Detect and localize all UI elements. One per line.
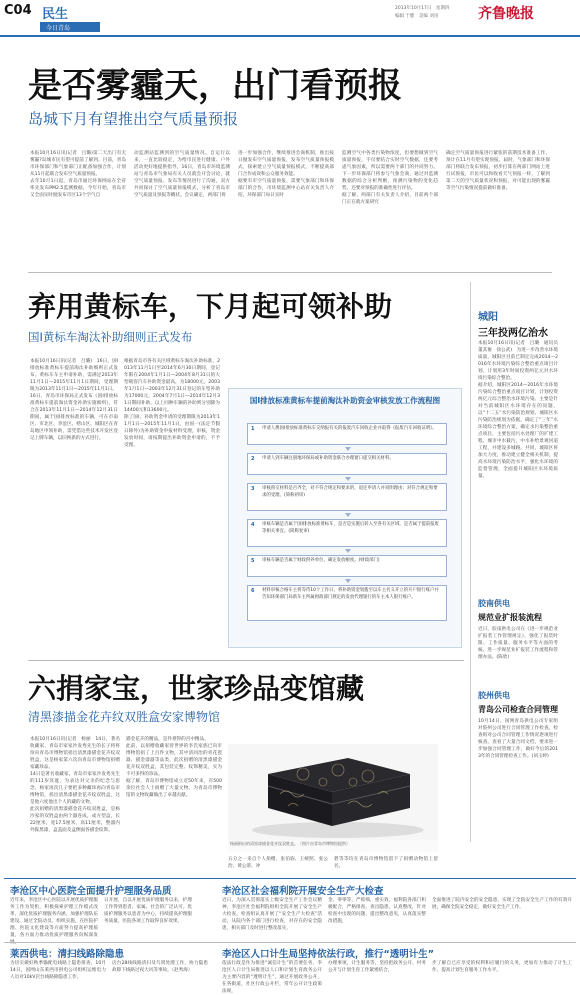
article1-para: 去年10月1日起，青岛市通过环保网站在全省率先发布PM2.5监测数据，今年开始，青岛市又全面实时抛发布市区13个空气自: [30, 179, 126, 198]
brief3-col1: 为切实做好秋季输配电线路上隐患排查，10月14日，国网山东莱西市供电公司组织运维电力人员对10kV店台线路除隐患工作，: [10, 961, 106, 980]
article3-para: 描金花卉的精品，是件难得的宫中精品。: [126, 737, 209, 742]
article1-para: 据要有市空气质量预报，需要气象部门和环保部门的合作，市环境监测中心站有关负责人介绍，环保部门每日实时: [238, 179, 334, 198]
edition-label: 今日青岛: [46, 25, 71, 32]
step-number: 3: [251, 486, 255, 492]
sidebar-para: 本报10月16日讯(记者 吕璐 通讯员 董其俊 徐公武) 为进一步改善水环境质量，城阳区目前已制定完成2014—2016年水环境污染综合整治重点项目计划，计划用3年时间投资两亿元对水环境污染综合整治。: [478, 341, 563, 381]
arrow-down-icon: [345, 477, 351, 481]
article3-para: 此前，以捐赠收藏家曾世界的李氏家族已向市博物馆捐了上百件文物，其中清同治的青花瓷器、描金漆器等品类，此次捐赠的清黑漆描金花卉纹双胜盒，其包装完整、纹饰精美，实为不可多得的珍品。: [126, 744, 222, 777]
article1-col2: 动监测站监测到的空气质量情况。自运行以来，一直比较稳定，为给市民进行健康、户外活动更好地提供指导，16日，青岛市环境监测站与青岛市气象局有关人员就会开会讨论，就空气质量预报、发布等情况进行了沟通，双方共同探讨了空气质量预报模式，分析了青岛市空气质量及预报等概状。会议确定，两部门将: [134, 151, 230, 198]
process-step-4: [247, 519, 447, 547]
article1-para: 进一步加强合作，继续推进会商机制，推出按日抛发布空气质量预报，发布空气质量预报模式，探索建立空气质量预报模式，不断提高部门合作成效和公众服务效能。: [238, 151, 334, 177]
brief3-title: 莱西供电：清扫线路除隐患: [10, 949, 125, 960]
brief4-col2: 办理事项，计生服务等，坚持把政务公开、村务公开与计划生育工作紧密结合，: [328, 961, 426, 973]
arrow-down-icon: [345, 513, 351, 517]
sidebar-item1-body: [478, 340, 563, 590]
sidebar-section-jiaonan: 胶南供电: [478, 599, 510, 608]
brief1-col2: 日开展，自以开展优质护理服务以来，护理工作得到患者、家属、社会的广泛认可。优质护理服务以患者为中心，持续提高护理服务质量，医院各项工作取得良好效果，: [104, 898, 192, 924]
newspaper-logo: 齐鲁晚报: [478, 6, 534, 22]
process-step-text: 审核预交材料是否齐全，对不符合规定和要求的，退还申请人并说明理由；对符合规定和要求的受理。(简称初审): [262, 486, 438, 498]
brief1-title: 李沧区中心医院全面提升护理服务品质: [10, 886, 172, 897]
article3-col1: [30, 736, 120, 848]
process-step-2: [247, 453, 447, 475]
article2-col2: [124, 358, 220, 658]
photo-caption: 杨丽捐出的清黑漆描金花卉纹双胜盒。（图片由青岛市博物馆提供）: [230, 841, 350, 846]
article3-para: 据了解，青岛市博物馆成立近50年来，有500余位社会人士捐赠了大量文物，为青岛市博物馆的文物收藏做出了卓越贡献。: [126, 779, 222, 798]
sidebar-item2-body: 近日，胶南供电公司在《进一步规范业扩报装工作管理规定》，强化了报装时限、工作质量、服务水平等方面的考核，进一步规范业扩报装工作流程和管理办法。(陈欣): [478, 627, 558, 660]
sidebar-item3-body: 10月14日，国网青岛供电公司专家组对胶州公司进行合同管理工作检查。检查组对公司合同管理工作情况逐项进行核查，查看了大量合同文档，要求进一步加强合同管理工作，做好今后的2013年的合同管理检查工作。(刘玉婷): [478, 719, 558, 759]
brief4-title: 李沧区人口计生局坚持依法行政，推行“透明计生”: [222, 949, 434, 960]
step-number: 1: [251, 426, 255, 432]
subsidy-process-box: [228, 388, 462, 648]
article3-para: 此次捐赠的清黑漆描金花卉纹双胜盒，是杨沙家的双胜盒由两个器连成，成方型盒，长22厘米，宽17.5厘米，高11厘米，整器内外髹黑漆，盒盖面及盒侧面各描金纹饰。: [30, 807, 120, 833]
page-code: C04: [4, 3, 32, 18]
article1-para: 监测空气中各类污染物浓度，但要想做到空气质量预报，不仅要结合实时空气数据，还要考虑气象因素，所以需要两个部门的共同努力。下一步环保部门将参与气象会商，通过对监测数据的综合分析判断，预测污染物的变化趋势，还要对预报的准确性进行评估。: [342, 151, 438, 191]
process-step-3: [247, 483, 447, 511]
sidebar-para: 据介绍，城阳区2014—2016年水环境污染综合整治重点项目计划，计划投资两亿元综合整治水环境污染。主要是针对当前城阳区水环境存在的问题，以“十二五”水污染防治规划、城阳区水污染防治规划为依据，确定了“三年”水环境综合整治方案，确定水污染整治重点项目，主要包括污水处理厂的扩建工程、城市中水截污，中水补给景观河道工程，并建设多城路。共同，城阳区将加大力度，推动建立健全相关机制，提高水环境污染防治水平，强化水环境的监督管理，全面提升城阳区水环境质量。: [478, 383, 558, 479]
article2-para: 除了国Ⅰ，补助资金申请的受理期限为2013年11月1日—2015年11月1日，由国一(法定节假日除外)为补助资金申报材料受理，审核，资金发放时间，请按期提出补助资金申请的，不予受理。: [124, 415, 220, 448]
brief3-col2: 店台28线线路清扫及鸟窝处理工作，协力隐患故障下线路过夜大风等事故。（赵秀海）: [112, 961, 208, 973]
process-step-text: 审核车辆是否属于财政供养单位，确定发放额度。(财政部门): [262, 558, 380, 563]
brief2-col1: 近日，为深入贯彻落实上级安全生产工作会议精神，李沧区社会福利院组织全院开展了安全生产大检查。检查组认真开展了“安全生产大检查”活动，从院内各个部门进行检查，对存在的安全隐患，相关部门及时进行整改落实，: [222, 898, 322, 931]
section-name: 民生: [42, 7, 69, 22]
brief2-col3: 全面推进了院内安全的安全隐患，实现了全院安全生产工作的有效开展，确保全院安全稳定，做好安全生产工作，: [432, 898, 572, 910]
brief4-col1: 依法行政是作为推进“诚信计生”的首要任务，李沧区人口计生局推进以人口和计划生育政务公开为主要内容的“透明计生”，通过开展政务公开，在各街道，社区行政公开栏，常年公开计生政策法规，: [222, 961, 322, 994]
article1-col1: [30, 150, 126, 266]
brief2-col2: 金、零零等，严抓细，重实效，福利院各部门积极配合，严格排查，查出隐患，认真整改，针对检查中出现的问题，提出整改意见，认真落实整改措施，: [328, 898, 426, 924]
article2-para: 根据青岛市各有关区域黄标车淘汰补助标准，2013年11月1日至2014年6月30日期间，登记年限在2004年1月1日—2004年8月31日的大型载客汽车补助资金最高，为18000元，2003年1月1日—2003年12月31日登记的车型补助为17000元，2004年7月1日—2014年12月31日期间补助，以上同种车辆的补助则分别降为14400元和13600元。: [124, 359, 220, 413]
article2-title: 弃用黄标车，下月起可领补助: [28, 290, 393, 323]
step-number: 6: [251, 588, 255, 594]
lacquer-box-photo: [228, 744, 438, 852]
article1-para: 本报10月16日讯(记者 吕璐)第二天出门有无雾霾?岛城市民有望可提前了解到。目前，青岛市环保部门和气象部门正配备加强合作，计划从11月起联合发布空气质量预报。: [30, 151, 126, 177]
step-number: 5: [251, 558, 255, 564]
process-step-text: 申请人携国Ⅰ排放标准黄标车交纳报有关的报废汽车回收企业并取得《报废汽车回收证明》。: [262, 426, 437, 431]
article1-title: 是否雾霾天，出门看预报: [28, 66, 402, 106]
brief4-col3: 步了解自已应享受的权利和应履行的义务，更加有力推动了计生工作，提高计划生育服务工作水平。: [432, 961, 572, 973]
article1-col5: 确定空气质量预报进行紧张的前期技术准备工作，预计在11月有望实现预报。届时，气象部门和环保部门将联合发布预报，初步打算在两部门网站上进行试预报，市民可以和收看天气预报一样，了解到第二天的空气质量状况和预报，对可能出现的雾霾等空气污染情况提前做好准备。: [446, 151, 550, 191]
arrow-down-icon: [345, 447, 351, 451]
article3-subtitle: 清黑漆描金花卉纹双胜盒安家博物馆: [28, 710, 221, 724]
step-number: 2: [251, 456, 255, 462]
sidebar-item1-title: 三年投两亿治水: [478, 328, 548, 339]
bottom-divider: [4, 878, 576, 879]
article1-col3: [238, 150, 334, 266]
article3-bottom-col1: 五分之一来自个人捐赠，张伯驹、王统照、张公治、黄公渚、冲: [228, 857, 328, 869]
bottom-divider: [4, 942, 576, 943]
sidebar-section-jiaozhou: 胶州供电: [478, 691, 510, 700]
article3-para: 本报10月16日讯(记者 杨丽 14日，著名收藏家、青岛市家家沙发秀先生的长子将将珍向青岛市博物馆捐出清黑漆描金花卉纹双胜盒，这是杨家第六次向青岛市博物馆捐赠家藏珍品。: [30, 737, 120, 770]
editors: 编辑 于健 美编 刘宙: [395, 14, 439, 19]
article3-title: 六捐家宝，世家珍品变馆藏: [28, 672, 365, 705]
arrow-down-icon: [345, 549, 351, 553]
process-step-text: 审核车辆是否属于国Ⅰ排放标准黄标车，是否是实施后转入至各有关区域，是否属于提前报废等相关事宜。(简称复审): [262, 522, 439, 534]
step-number: 4: [251, 522, 255, 528]
article2-para: 16日，青岛市环保局正式发布《国Ⅰ排放标准黄标车提前淘汰资金补助实施细则》，符合在2013年11月1日—2014年12月31日期间，属于国Ⅰ排放标准的车辆，可在市南区、市北区、李沧区、崂山区、城阳区在青岛地区申领补助，需凭借这些技术开发区登记上牌车辆，以旧换新的方式进行。: [30, 394, 118, 441]
article1-col4: [342, 150, 438, 266]
page-header: [0, 0, 580, 37]
arrow-down-icon: [345, 579, 351, 583]
article1-para: 据了解，两部门有关负责人介绍，目前两个部门正在就方案研究: [342, 193, 438, 205]
process-step-text: 材料审核合格车主将等待10个工作日，将补助资金划拨至以车主名义开立的开户银行账户并告知环保部门局新车主所属财政部门规定的发放代理银行的车主本人银行账户。: [262, 588, 439, 600]
lacquer-box-image: [228, 744, 438, 840]
process-step-text: 申请人到车辆注册地环保局或补助资金联合办理窗口提交相关材料。: [262, 456, 394, 461]
brief1-col1: 近年来，李沧区中心医院以开展优质护理服务工作为契机，积极探索护理工作模式改革，深化优质护理服务内涵，加强护理队伍建设，通过全院动员、组织实施，在医院护理、医院文化建设等方面努力提高护理质量，各方面力推动优质护理服务向纵深发: [10, 898, 98, 938]
process-step-6: [247, 585, 447, 621]
article3-col2: [126, 736, 222, 848]
brief2-title: 李沧区社会福利院开展安全生产大检查: [222, 886, 384, 897]
article3-para: 14日是著名收藏家，青岛市家家沙发秀先生的111岁冥诞，为表达对父亲的纪念与思念，杨家再次几子要把多种藏珍再向青岛市博物馆，捐出清黑漆描金花卉纹双胜盒，这是他六度他出个人的藏的文物。: [30, 772, 120, 805]
issue-date: 2013年10月17日 星期四: [395, 6, 450, 11]
section-divider: [28, 660, 464, 661]
sidebar-item2-title: 规范业扩报装流程: [478, 613, 542, 622]
article2-col1: [30, 358, 118, 658]
header-divider: [0, 35, 580, 37]
process-step-1: [247, 423, 447, 445]
section-divider: [28, 272, 552, 273]
article2-subtitle: 国Ⅰ黄标车淘汰补助细则正式发布: [28, 330, 193, 344]
article2-para: 本报10月16日讯(记者 吕璐) 16日，国Ⅰ排放标准黄标车提前淘汰补助细则正式发布。黄标车车主申请补助，需满足2013年11月1日—2015年11月1日期间，受理期限为2013年11月1日—2015年11月1日。: [30, 359, 118, 392]
article1-subtitle: 岛城下月有望推出空气质量预报: [28, 110, 239, 128]
process-step-5: [247, 555, 447, 577]
process-box-title: 国Ⅰ排放标准黄标车提前淘汰补助资金审核发放工作流程图: [249, 396, 441, 405]
column-divider: [470, 282, 471, 842]
sidebar-section-chengyang: 城阳: [478, 312, 498, 323]
article3-bottom-col2: 碧等等均在青岛市博物馆留下了捐赠动物馆上留名。: [334, 857, 438, 869]
sidebar-item3-title: 青岛公司检查合同管理: [478, 705, 558, 714]
